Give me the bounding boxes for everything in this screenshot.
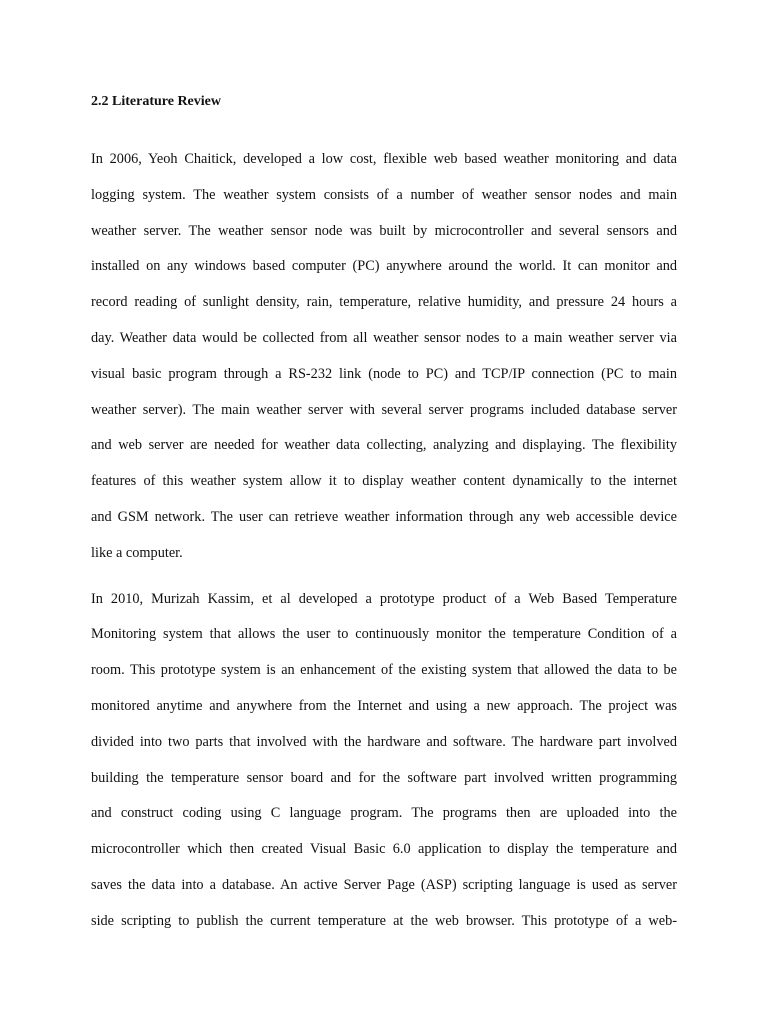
text-line: record reading of sunlight density, rain, temperature, relative humidity, and pressure 24 hours a: [91, 294, 677, 311]
text-line: and web server are needed for weather data collecting, analyzing and displaying. The flexibility: [91, 437, 677, 454]
text-line: logging system. The weather system consists of a number of weather sensor nodes and main: [91, 186, 677, 203]
text-line: day. Weather data would be collected from all weather sensor nodes to a main weather server via: [91, 329, 677, 346]
text-line: installed on any windows based computer (PC) anywhere around the world. It can monitor and: [91, 258, 677, 275]
text-line: and GSM network. The user can retrieve weather information through any web accessible device: [91, 508, 677, 525]
text-line: divided into two parts that involved with the hardware and software. The hardware part involved: [91, 733, 677, 750]
section-heading: 2.2 Literature Review: [91, 94, 221, 109]
text-line: In 2006, Yeoh Chaitick, developed a low cost, flexible web based weather monitoring and data: [91, 151, 677, 167]
text-line: weather server. The weather sensor node was built by microcontroller and several sensors and: [91, 222, 677, 239]
text-line: visual basic program through a RS-232 link (node to PC) and TCP/IP connection (PC to main: [91, 365, 677, 382]
text-line: building the temperature sensor board and for the software part involved written programming: [91, 769, 677, 786]
text-line: Monitoring system that allows the user to continuously monitor the temperature Condition of a: [91, 626, 677, 643]
paragraph-murizah-kassim: [91, 582, 677, 940]
paragraph-yeoh-chaitick: [91, 142, 677, 572]
document-body: [91, 92, 677, 940]
text-line: room. This prototype system is an enhancement of the existing system that allowed the data to be: [91, 662, 677, 679]
text-line: saves the data into a database. An active Server Page (ASP) scripting language is used as server: [91, 876, 677, 893]
text-line: monitored anytime and anywhere from the Internet and using a new approach. The project was: [91, 697, 677, 714]
text-line: features of this weather system allow it to display weather content dynamically to the internet: [91, 473, 677, 490]
text-line: and construct coding using C language program. The programs then are uploaded into the: [91, 805, 677, 822]
text-line: microcontroller which then created Visual Basic 6.0 application to display the temperature and: [91, 841, 677, 858]
text-line: like a computer.: [91, 544, 183, 561]
text-line: In 2010, Murizah Kassim, et al developed a prototype product of a Web Based Temperature: [91, 590, 677, 607]
text-line: weather server). The main weather server with several server programs included database server: [91, 401, 677, 418]
text-line: side scripting to publish the current temperature at the web browser. This prototype of a web-: [91, 912, 677, 929]
